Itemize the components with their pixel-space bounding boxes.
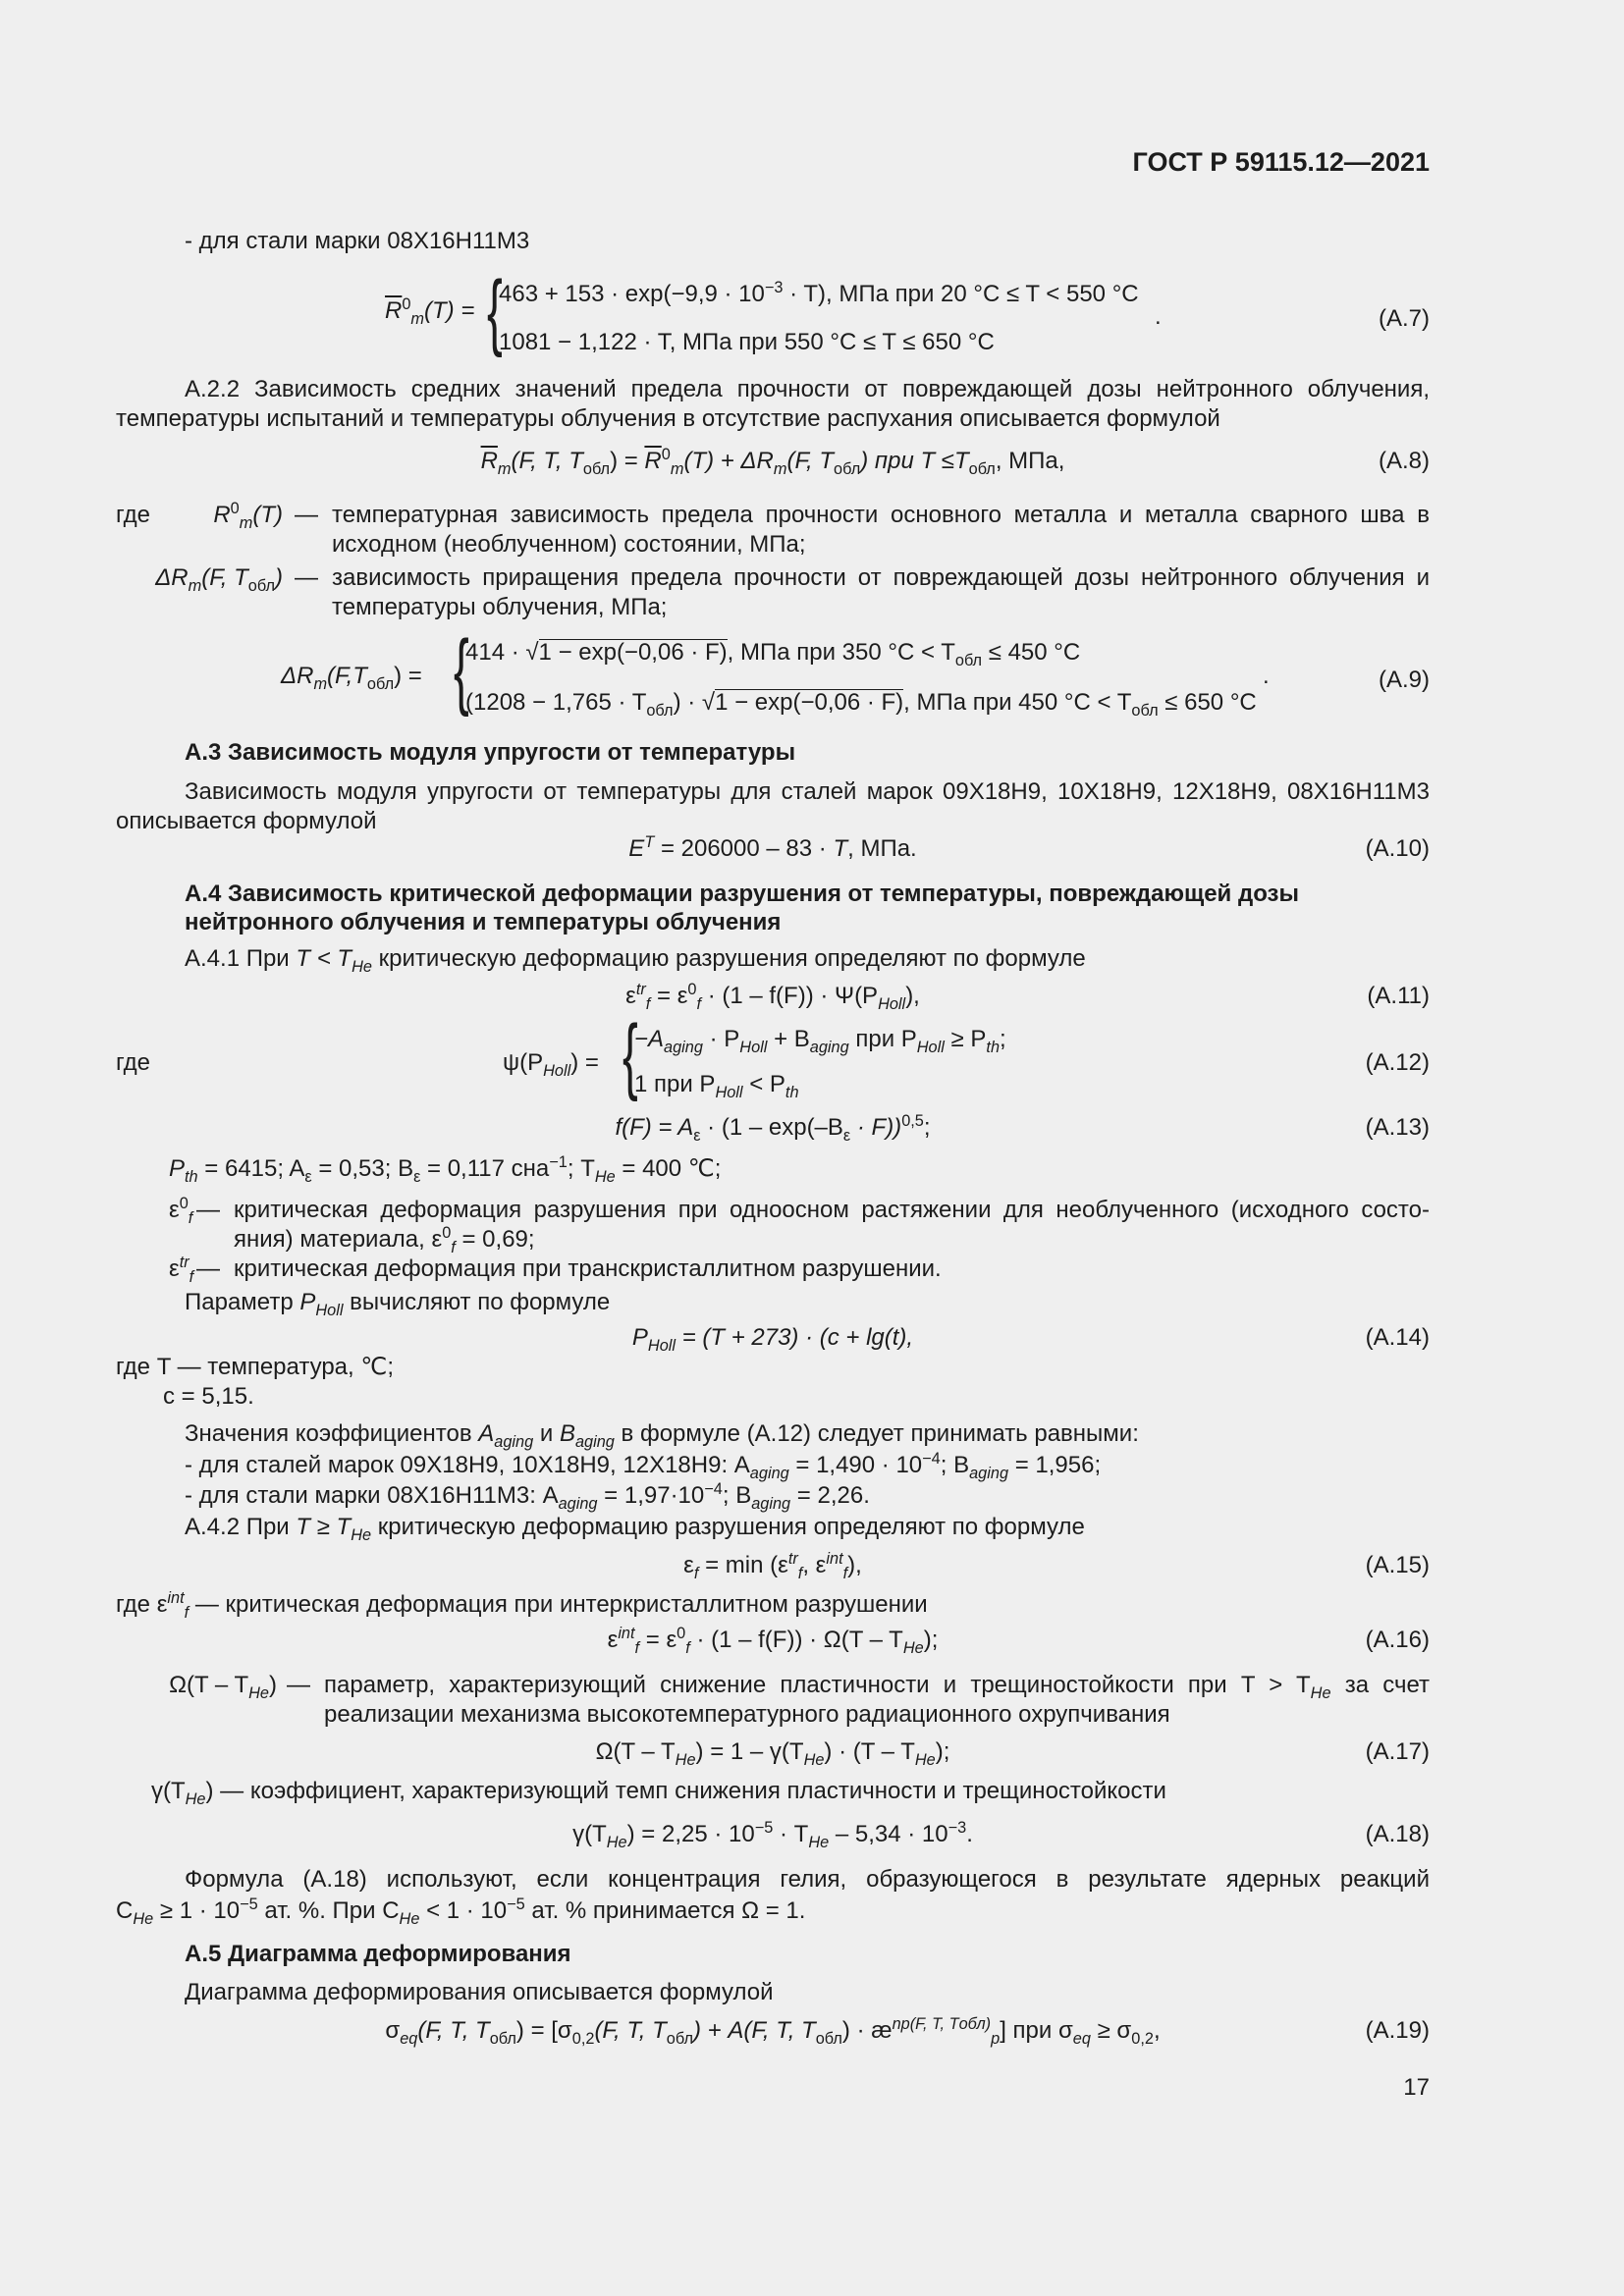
eq-a7-case1: $463 + 153 \cdot \exp(-9,9 \cdot 10^{-3} \cdot T)$, МПа при 20 °C ≤ T < 550 °C bbox=[499, 279, 1139, 307]
equation-a11: $\varepsilon^{tr}_f = \varepsilon^0_f \cdot (1 - f(F)) \cdot \Psi(P_{Holl})$, (A.11) bbox=[625, 981, 1430, 1013]
equation-a15: $\varepsilon_f = \min (\varepsilon^{tr}_f$, $\varepsilon^{int}_f$), (A.15) bbox=[683, 1550, 1430, 1582]
eq-a7-case2: 1081 − 1,122 · T, МПа при 550 °C ≤ T ≤ 650 °C bbox=[499, 329, 995, 355]
equation-a19: $\sigma_{eq}(F$, T, $T_{обл}) = [\sigma_{0,2}(F$, T, $T_{обл}) + A(F$, T, $T_{обл}$) · $æ^{np(F, T, Tобл)}_p$] при $\sigma_{eq} \ge \sigma_{0,2}$, (A.19) bbox=[385, 2015, 1430, 2048]
eq-a18-tag: (A.18) bbox=[1365, 1821, 1430, 1847]
where1-term2: $\Delta R_m(F$, $T_{обл}$) bbox=[155, 564, 283, 595]
equation-a16: $\varepsilon^{int}_f = \varepsilon^0_f \cdot (1 - f(F)) \cdot \Omega(T - T_{He})$; (A.16) bbox=[607, 1625, 1430, 1657]
where1-term2-line: $\Delta R_m(F$, $T_{обл}$) — зависимость приращения предела прочности от повреждающей дозы нейтронного облучения и bbox=[0, 563, 1624, 593]
para-a18-line2: $C_{He} \ge 1 \cdot 10^{-5}$ ат. %. При $C_{He} < 1 \cdot 10^{-5}$ ат. % принимается Ω = 1. bbox=[116, 1896, 806, 1928]
eq-a8-tag: (A.8) bbox=[1378, 448, 1430, 474]
eq-a10-tag: (A.10) bbox=[1365, 835, 1430, 862]
para-a22-line2: температуры испытаний и температуры облучения в отсутствие распухания описывается формулой bbox=[116, 405, 1220, 432]
eq-a9-case1: 414 · √1 − exp(−0,06 · F), МПа при 350 $^\circ C < T_{обл} \le 450$ °C bbox=[465, 639, 1081, 669]
where5-term: $\Omega(T - T_{He})$ bbox=[169, 1672, 277, 1702]
para-a42: А.4.2 При $T \ge T_{He}$ критическую деформацию разрушения определяют по формуле bbox=[185, 1514, 1085, 1544]
para-a3-line2: описывается формулой bbox=[116, 808, 377, 834]
where1-term1: $R^0_m(T)$ bbox=[213, 500, 283, 532]
eq-a17-tag: (A.17) bbox=[1365, 1738, 1430, 1765]
eq-a7-brace: { bbox=[487, 264, 503, 358]
para-a3-line1: Зависимость модуля упругости от температуры для сталей марок 09Х18Н9, 10Х18Н9, 12Х18Н9, 08Х16Н11М3 bbox=[185, 778, 1430, 805]
page-number: 17 bbox=[1403, 2074, 1430, 2101]
para-a22-line1: А.2.2 Зависимость средних значений предела прочности от повреждающей дозы нейтронного облучения, bbox=[185, 376, 1430, 402]
eq-a12-tag: (A.12) bbox=[1365, 1049, 1430, 1076]
eq-a12-case2: 1 при $P_{Holl} < P_{th}$ bbox=[634, 1071, 799, 1101]
section-a4-title-line1: А.4 Зависимость критической деформации разрушения от температуры, повреждающей дозы bbox=[185, 881, 1299, 907]
equation-a10: $E^T = 206000 - 83 \cdot T$, МПа. (A.10) bbox=[628, 833, 1430, 862]
where2-term2: $\varepsilon^{tr}_f$ bbox=[169, 1254, 194, 1286]
coefs-line1: Значения коэффициентов $A_{aging}$ и $B_{aging}$ в формуле (А.12) следует принимать равными: bbox=[185, 1420, 1139, 1451]
where2-term1: $\varepsilon^0_f$ bbox=[169, 1195, 193, 1227]
eq-a19-tag: (A.19) bbox=[1365, 2017, 1430, 2044]
equation-a17: $\Omega(T - T_{He}) = 1 - \gamma(T_{He}) \cdot (T - T_{He})$; (A.17) bbox=[595, 1738, 1430, 1769]
eq-a11-tag: (A.11) bbox=[1367, 983, 1430, 1009]
params-line: $P_{th} = 6415$; $A_\varepsilon = 0,53$; $B_\varepsilon = 0,117$ сна$^{-1}$; $T_{He} = 400$ ℃; bbox=[169, 1153, 722, 1186]
eq-a12-brace: { bbox=[623, 1008, 638, 1102]
where1-term1-line: где $R^0_m(T)$ — температурная зависимость предела прочности основного металла и металла сварного шва в bbox=[116, 500, 1430, 532]
eq-a9-tag: (A.9) bbox=[1378, 667, 1430, 693]
equation-a9: $\Delta R_m(F,T_{обл})$ = { 414 · √1 − exp(−0,06 · F), МПа при 350 $^\circ C < T_{обл} \le 450$ °C $(1208 - 1,765 \cdot T_{обл}) \cdot √1 - \exp(-0,06 \cdot F)$, МПа при 450 $^\circ C < T_{обл} \le 650$ °C . (A.9) bbox=[281, 623, 1430, 720]
equation-a14: $P_{Holl} = (T + 273) \cdot (c + \lg(t)$, (A.14) bbox=[631, 1324, 1430, 1355]
eq-a16-tag: (A.16) bbox=[1365, 1627, 1430, 1653]
eq-a9-case2: $(1208 - 1,765 \cdot T_{обл}) \cdot √1 - \exp(-0,06 \cdot F)$, МПа при 450 $^\circ C < T_{обл} \le 650$ °C bbox=[465, 689, 1257, 720]
where5-line1: $\Omega(T - T_{He})$ — параметр, характеризующий снижение пластичности и трещиностойкости при $T > T_{He}$ за счет bbox=[0, 1671, 1624, 1700]
where4-line: где $\varepsilon^{int}_f$ — критическая деформация при интеркристаллитном разрушении bbox=[116, 1589, 928, 1622]
eq-a9-brace: { bbox=[454, 623, 469, 718]
eq-a9-lhs: $\Delta R_m(F,T_{обл})$ = bbox=[281, 663, 422, 693]
where2-term2-line: $\varepsilon^{tr}_f$ — критическая деформация при транскристаллитном разрушении. bbox=[169, 1254, 942, 1286]
para-a41: А.4.1 При $T < T_{He}$ критическую деформацию разрушения определяют по формуле bbox=[185, 945, 1086, 976]
standard-header: ГОСТ Р 59115.12—2021 bbox=[1132, 147, 1430, 177]
eq-a12-lhs: $\psi(P_{Holl})$ = bbox=[503, 1049, 599, 1080]
eq-a13-tag: (A.13) bbox=[1365, 1114, 1430, 1141]
eq-a15-tag: (A.15) bbox=[1365, 1552, 1430, 1578]
equation-a8: $\overline{R}_m(F$, T, $T_{обл}) = \overline{R}^0_m(T) + \Delta R_m(F$, $T_{обл}$) при $T \le T_{обл}$, МПа, (A.8) bbox=[480, 446, 1430, 478]
document-page: ГОСТ Р 59115.12—2021 - для стали марки 08Х16Н11М3 $\overline{R}^0_m(T)$ = { $463 + 153 \cdot \exp(-9,9 \cdot 10^{-3} \cdot T)$, МПа при 20 °C ≤ T < 550 °C 1081 − 1,122 · T, МПа при 550 °C ≤ T ≤ 650 °C . (A.7) А.2.2 Зависимость средних значений предела прочности от повреждающей дозы нейтронного облучения, температуры испытаний и температуры облучения в отсутствие распухания описывается формулой $\overline{R}_m(F$, T, $T_{обл}) = \overline{R}^0_m(T) + \Delta R_m(F$, $T_{обл}$) при $T \le T_{обл}$, МПа, (A.8) где $R^0_m(T)$ — температурная зависимость предела прочности основного металла и металла сварного шва в исходном (необлученном) состоянии, МПа; $\Delta R_m(F$, $T_{обл}$) — зависимость приращения предела прочности от повреждающей дозы нейтронного облучения и температуры облучения, МПа; $\Delta R_m(F,T_{обл})$ = { 414 · √1 − exp(−0,06 · F), МПа при 350 $^\circ C < T_{обл} \le 450$ °C $(1208 - 1,765 \cdot T_{обл}) \cdot √1 - \exp(-0,06 \cdot F)$, МПа при 450 $^\circ C < T_{обл} \le 650$ °C . (A.9) А.3 Зависимость модуля упругости от температуры Зависимость модуля упругости от температуры для сталей марок 09Х18Н9, 10Х18Н9, 12Х18Н9, 08Х16Н11М3 описывается формулой $E^T = 206000 - 83 \cdot T$, МПа. (A.10) А.4 Зависимость критической деформации разрушения от температуры, повреждающей дозы нейтронного облучения и температуры облучения А.4.1 При $T < T_{He}$ критическую деформацию разрушения определяют по формуле $\varepsilon^{tr}_f = \varepsilon^0_f \cdot (1 - f(F)) \cdot \Psi(P_{Holl})$, (A.11) где $\psi(P_{Holl})$ = { $-A_{aging} \cdot P_{Holl} + B_{aging}$ при $P_{Holl} \ge P_{th}$; 1 при $P_{Holl} < P_{th}$ (A.12) $f(F) = A_\varepsilon \cdot (1 - \exp(-B_\varepsilon \cdot F))^{0,5}$; (A.13) $P_{th} = 6415$; $A_\varepsilon = 0,53$; $B_\varepsilon = 0,117$ сна$^{-1}$; $T_{He} = 400$ ℃; $\varepsilon^0_f$ — критическая деформация разрушения при одноосном растяжении для необлученного (исходного состо- яния) материала, $\varepsilon^0_f = 0,69$; $\varepsilon^{tr}_f$ — критическая деформация при транскристаллитном разрушении. Параметр $P_{Holl}$ вычисляют по формуле $P_{Holl} = (T + 273) \cdot (c + \lg(t)$, (A.14) где T — температура, ℃; c = 5,15. Значения коэффициентов $A_{aging}$ и $B_{aging}$ в формуле (А.12) следует принимать равными: - для сталей марок 09Х18Н9, 10Х18Н9, 12Х18Н9: $A_{aging} = 1,490 \cdot 10^{-4}$; $B_{aging} = 1,956$; - для стали марки 08Х16Н11М3: $A_{aging} = 1,97\cdot 10^{-4}$; $B_{aging} = 2,26$. А.4.2 При $T \ge T_{He}$ критическую деформацию разрушения определяют по формуле $\varepsilon_f = \min (\varepsilon^{tr}_f$, $\varepsilon^{int}_f$), (A.15) где $\varepsilon^{int}_f$ — критическая деформация при интеркристаллитном разрушении $\varepsilon^{int}_f = \varepsilon^0_f \cdot (1 - f(F)) \cdot \Omega(T - T_{He})$; (A.16) $\Omega(T - T_{He})$ — параметр, характеризующий снижение пластичности и трещиностойкости при $T > T_{He}$ за счет реализации механизма высокотемпературного радиационного охрупчивания $\Omega(T - T_{He}) = 1 - \gamma(T_{He}) \cdot (T - T_{He})$; (A.17) $\gamma(T_{He})$ — коэффициент, характеризующий темп снижения пластичности и трещиностойкости $\gamma(T_{He}) = 2,25 \cdot 10^{-5} \cdot T_{He} - 5,34 \cdot 10^{-3}$. (A.18) Формула (А.18) используют, если концентрация гелия, образующегося в результате ядерных реакций $C_{He} \ge 1 \cdot 10^{-5}$ ат. %. При $C_{He} < 1 \cdot 10^{-5}$ ат. % принимается Ω = 1. А.5 Диаграмма деформирования Диаграмма деформирования описывается формулой $\sigma_{eq}(F$, T, $T_{обл}) = [\sigma_{0,2}(F$, T, $T_{обл}) + A(F$, T, $T_{обл}$) · $æ^{np(F, T, Tобл)}_p$] при $\sigma_{eq} \ge \sigma_{0,2}$, (A.19) 17 bbox=[0, 0, 1624, 2296]
coefs-line3: - для стали марки 08Х16Н11М3: $A_{aging} = 1,97\cdot 10^{-4}$; $B_{aging} = 2,26$. bbox=[185, 1480, 870, 1513]
para-pholl: Параметр $P_{Holl}$ вычисляют по формуле bbox=[185, 1289, 611, 1319]
eq-a7-lhs: $\overline{R}^0_m(T)$ = bbox=[385, 295, 475, 328]
section-a4-title-line2: нейтронного облучения и температуры облучения bbox=[185, 909, 782, 935]
section-a3-title: А.3 Зависимость модуля упругости от температуры bbox=[185, 739, 796, 766]
para-a5: Диаграмма деформирования описывается формулой bbox=[185, 1979, 774, 2005]
equation-a18: $\gamma(T_{He}) = 2,25 \cdot 10^{-5} \cdot T_{He} - 5,34 \cdot 10^{-3}$. (A.18) bbox=[572, 1819, 1430, 1851]
para-a18-line1: Формула (А.18) используют, если концентрация гелия, образующегося в результате ядерных реакций bbox=[185, 1866, 1430, 1893]
section-a5-title: А.5 Диаграмма деформирования bbox=[185, 1941, 571, 1967]
eq-a7-tag: (A.7) bbox=[1378, 305, 1430, 332]
where2-term1-line: $\varepsilon^0_f$ — критическая деформация разрушения при одноосном растяжении для необлученного (исходного состо- bbox=[169, 1195, 1430, 1227]
equation-a13: $f(F) = A_\varepsilon \cdot (1 - \exp(-B_\varepsilon \cdot F))^{0,5}$; (A.13) bbox=[615, 1112, 1430, 1145]
equation-a7: $\overline{R}^0_m(T)$ = { $463 + 153 \cdot \exp(-9,9 \cdot 10^{-3} \cdot T)$, МПа при 20 °C ≤ T < 550 °C 1081 − 1,122 · T, МПа при 550 °C ≤ T ≤ 650 °C . (A.7) bbox=[385, 264, 1430, 358]
coefs-line2: - для сталей марок 09Х18Н9, 10Х18Н9, 12Х18Н9: $A_{aging} = 1,490 \cdot 10^{-4}$; $B_{aging} = 1,956$; bbox=[185, 1450, 1102, 1482]
where3-line1: где T — температура, ℃; bbox=[116, 1354, 394, 1380]
equation-a12: где $\psi(P_{Holl})$ = { $-A_{aging} \cdot P_{Holl} + B_{aging}$ при $P_{Holl} \ge P_{th}$; 1 при $P_{Holl} < P_{th}$ (A.12) bbox=[116, 1008, 1430, 1102]
eq-a12-case1: $-A_{aging} \cdot P_{Holl} + B_{aging}$ при $P_{Holl} \ge P_{th}$; bbox=[634, 1026, 1006, 1056]
where3-line2: c = 5,15. bbox=[163, 1383, 254, 1410]
eq-a14-tag: (A.14) bbox=[1365, 1324, 1430, 1351]
steel-08-line: - для стали марки 08Х16Н11М3 bbox=[185, 228, 530, 254]
where6-line: $\gamma(T_{He})$ — коэффициент, характеризующий темп снижения пластичности и трещиностойкости bbox=[151, 1778, 1166, 1808]
